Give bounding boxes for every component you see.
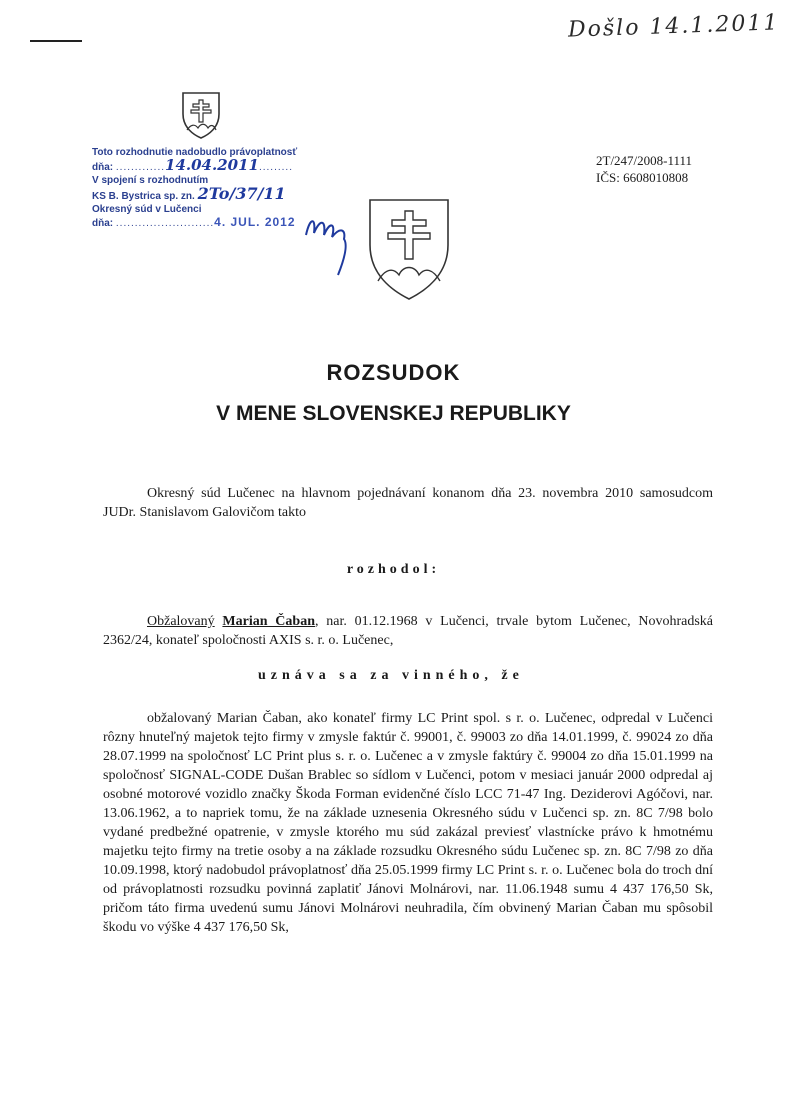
stamp-case-ref: 2To/37/11 (197, 184, 286, 203)
accused-paragraph (103, 612, 713, 650)
ics-number: IČS: 6608010808 (596, 170, 689, 185)
stamp-date-1: 14.04.2011 (165, 156, 259, 174)
coat-of-arms-small-icon (180, 90, 222, 140)
stamp-date-2: 4. JUL. 2012 (214, 215, 296, 229)
margin-dash (30, 40, 82, 42)
accused-label: Obžalovaný (147, 614, 215, 629)
coat-of-arms-large-icon (365, 195, 453, 303)
intro-paragraph: Okresný súd Lučenec na hlavnom pojednávaní konanom dňa 23. novembra 2010 samosudcom JUDr. Stanislavom Galovičom takto (103, 486, 713, 520)
stamp-line-2: dňa: .............14.04.2011......... (92, 156, 293, 174)
stamp-line-5: Okresný súd v Lučenci (92, 204, 202, 215)
decision-heading: rozhodol: (346, 562, 441, 577)
stamp-line-4: KS B. Bystrica sp. zn. 2To/37/11 (92, 184, 286, 203)
legal-effect-stamp (92, 146, 297, 230)
accused-name: Marian Čaban (222, 614, 315, 629)
document-title: ROZSUDOK (326, 360, 461, 385)
document-subtitle: V MENE SLOVENSKEJ REPUBLIKY (216, 402, 571, 425)
verdict-paragraph: obžalovaný Marian Čaban, ako konateľ firmy LC Print spol. s r. o. Lučenec, odpredal v Lučenci rôzny hnuteľný majetok tejto firmy v zmysle faktúr č. 99001, č. 99003 zo dňa 14.01.1999, č. 99024 zo dňa 28.07.1999 na spoločnosť LC Print plus s. r. o. Lučenec a v zmysle faktúry č. 99004 zo dňa 15.01.1999 na spoločnosť SIGNAL-CODE Dušan Brablec so sídlom v Lučenci, potom v mesiaci január 2000 odpredal aj osobné motorové vozidlo značky Škoda Forman evidenčné číslo LCC 71-47 Ing. Deziderovi Agóčovi, nar. 13.06.1962, a to napriek tomu, že na základe uznesenia Okresného súdu v Lučenci sp. zn. 8C 7/98 bolo vydané predbežné opatrenie, v zmysle ktorého mu súd zakázal previesť vlastnícke právo k hmotnému majetku tejto firmy na tretie osoby a na základe rozsudku Okresného súdu Lučenec sp. zn. 8C 7/98 zo dňa 10.09.1998, ktorý nadobudol právoplatnosť dňa 25.05.1999 firmy LC Print s. r. o. Lučenec bola do troch dní od právoplatnosti rozsudku povinná zaplatiť Jánovi Molnárovi, nar. 11.06.1948 sumu 4 437 176,50 Sk, pričom táto firma uvedenú sumu Jánovi Molnárovi neuhradila, čím obvinený Marian Čaban mu spôsobil škodu vo výške 4 437 176,50 Sk, (103, 711, 713, 935)
verdict-heading: uznáva sa za vinného, že (258, 668, 524, 683)
case-reference (596, 152, 692, 186)
stamp-line-6: dňa: ..........................4. JUL. 2012 (92, 215, 296, 229)
case-number: 2T/247/2008-1111 (596, 153, 693, 168)
handwritten-received-note: Došlo 14.1.2011 (567, 10, 780, 43)
signature-icon (300, 205, 360, 280)
stamp-line-3: V spojení s rozhodnutím (92, 175, 209, 186)
stamp-line-1: Toto rozhodnutie nadobudlo právoplatnosť (92, 147, 298, 158)
accused-details: , nar. 01.12.1968 v Lučenci, trvale bytom Lučenec, Novohradská 2362/24, konateľ spoločnosti AXIS s. r. o. Lučenec, (103, 614, 713, 648)
